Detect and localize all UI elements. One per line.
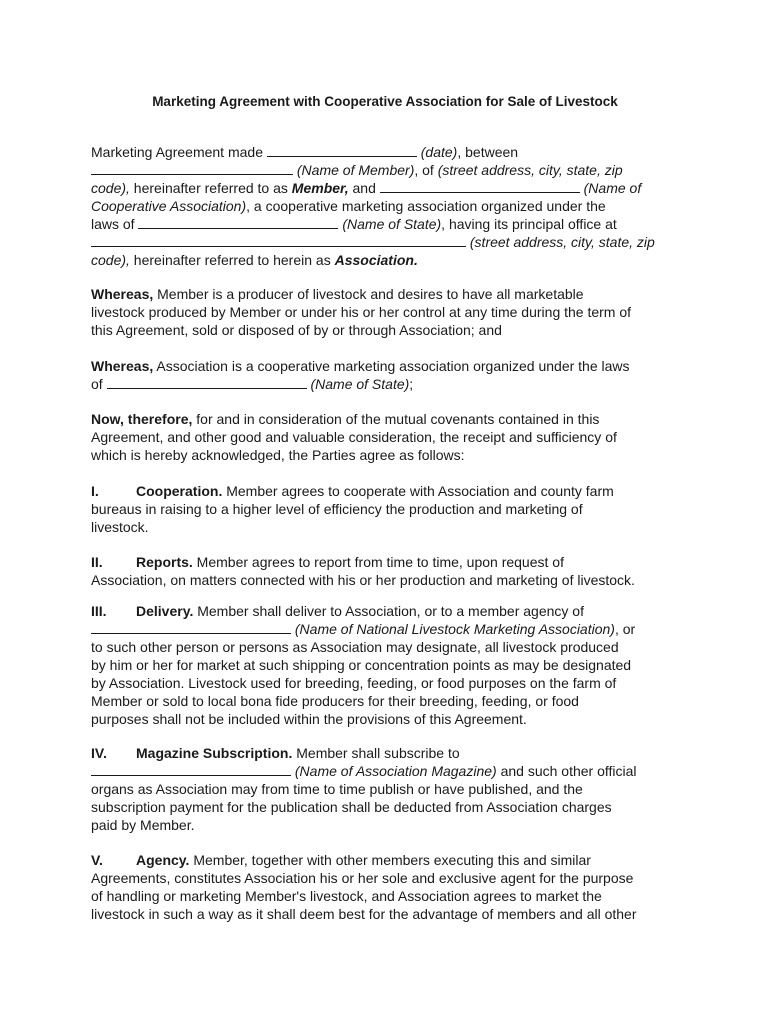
state-label: (Name of State) bbox=[338, 216, 442, 232]
text: Member shall deliver to Association, or to a member agency of bbox=[193, 603, 584, 619]
paragraph-line bbox=[91, 602, 691, 620]
paragraph-line bbox=[91, 762, 691, 780]
paragraph-line: purposes shall not be included within the provisions of this Agreement. bbox=[91, 711, 527, 727]
intro-line bbox=[91, 215, 691, 233]
paragraph-line: by Association. Livestock used for breeding, feeding, or food purposes on the farm of bbox=[91, 675, 617, 691]
text: , of bbox=[414, 162, 438, 178]
office-address-blank bbox=[91, 233, 466, 247]
intro-line bbox=[91, 143, 691, 161]
intro-line bbox=[91, 179, 691, 197]
section-reports bbox=[91, 553, 691, 589]
intro-paragraph bbox=[91, 143, 691, 269]
state-blank bbox=[138, 215, 338, 229]
text: hereinafter referred to as bbox=[129, 180, 292, 196]
state-label: (Name of State) bbox=[306, 376, 410, 392]
paragraph-line: organs as Association may from time to time publish or have published, and the bbox=[91, 781, 583, 797]
paragraph-line: paid by Member. bbox=[91, 817, 195, 833]
paragraph-line: bureaus in raising to a higher level of efficiency the production and marketing of bbox=[91, 501, 583, 517]
text: Member is a producer of livestock and desires to have all marketable bbox=[153, 286, 584, 302]
association-name-label: Cooperative Association) bbox=[91, 198, 247, 214]
member-name-label: (Name of Member) bbox=[293, 162, 415, 178]
paragraph-line: livestock in such a way as it shall deem best for the advantage of members and all other bbox=[91, 906, 637, 922]
section-heading: Delivery. bbox=[136, 603, 194, 619]
text: and bbox=[348, 180, 380, 196]
magazine-name-blank bbox=[91, 762, 291, 776]
text: ; bbox=[409, 376, 414, 392]
paragraph-line: Member or sold to local bona fide producers for their breeding, feeding, or food bbox=[91, 693, 579, 709]
whereas-label: Whereas, bbox=[91, 286, 154, 302]
marketing-association-blank bbox=[91, 620, 291, 634]
address-label: (street address, city, state, zip bbox=[437, 162, 623, 178]
text: laws of bbox=[91, 216, 139, 232]
section-cooperation bbox=[91, 482, 691, 536]
address-label: code), bbox=[91, 180, 130, 196]
paragraph-line bbox=[91, 285, 691, 303]
paragraph-line: which is hereby acknowledged, the Parties agree as follows: bbox=[91, 447, 465, 463]
paragraph-line: livestock produced by Member or under his or her control at any time during the term of bbox=[91, 304, 632, 320]
paragraph-line bbox=[91, 357, 691, 375]
document-title: Marketing Agreement with Cooperative Association for Sale of Livestock bbox=[152, 94, 618, 109]
paragraph-line bbox=[91, 553, 691, 571]
text: for and in consideration of the mutual covenants contained in this bbox=[192, 411, 600, 427]
section-number: I. bbox=[91, 483, 99, 499]
text: hereinafter referred to herein as bbox=[129, 252, 335, 268]
paragraph-line bbox=[91, 620, 691, 638]
paragraph-line bbox=[91, 851, 691, 869]
address-label: (street address, city, state, zip bbox=[466, 234, 655, 250]
section-number: III. bbox=[91, 603, 107, 619]
member-name-blank bbox=[91, 161, 293, 175]
text: Member, together with other members executing this and similar bbox=[189, 852, 591, 868]
paragraph-line bbox=[91, 744, 691, 762]
whereas-paragraph-2 bbox=[91, 357, 691, 393]
paragraph-line: by him or her for market at such shipping or concentration points as may be designated bbox=[91, 657, 632, 673]
now-therefore-paragraph bbox=[91, 410, 691, 464]
section-number: II. bbox=[91, 554, 103, 570]
intro-line bbox=[91, 197, 691, 215]
address-label: code), bbox=[91, 252, 130, 268]
date-blank bbox=[267, 143, 417, 157]
state-blank bbox=[107, 375, 307, 389]
paragraph-line: Agreements, constitutes Association his or her sole and exclusive agent for the purpose bbox=[91, 870, 634, 886]
text: , between bbox=[457, 144, 519, 160]
paragraph-line: Agreement, and other good and valuable consideration, the receipt and sufficiency of bbox=[91, 429, 617, 445]
paragraph-line: Association, on matters connected with his or her production and marketing of livestock. bbox=[91, 572, 635, 588]
section-delivery bbox=[91, 602, 691, 728]
section-heading: Magazine Subscription. bbox=[136, 745, 293, 761]
text: , a cooperative marketing association organized under the bbox=[246, 198, 606, 214]
section-number: V. bbox=[91, 852, 103, 868]
association-name-blank bbox=[380, 179, 580, 193]
paragraph-line bbox=[91, 410, 691, 428]
section-magazine-subscription bbox=[91, 744, 691, 834]
text: of bbox=[91, 376, 107, 392]
paragraph-line: of handling or marketing Member's livestock, and Association agrees to market the bbox=[91, 888, 602, 904]
section-heading: Reports. bbox=[136, 554, 193, 570]
section-agency bbox=[91, 851, 691, 923]
paragraph-line: to such other person or persons as Association may designate, all livestock produced bbox=[91, 639, 619, 655]
intro-line bbox=[91, 233, 691, 251]
paragraph-line: this Agreement, sold or disposed of by or through Association; and bbox=[91, 322, 502, 338]
member-term: Member, bbox=[291, 180, 349, 196]
paragraph-line bbox=[91, 482, 691, 500]
paragraph-line bbox=[91, 375, 691, 393]
now-therefore-label: Now, therefore, bbox=[91, 411, 193, 427]
section-heading: Cooperation. bbox=[136, 483, 223, 499]
text: Member agrees to report from time to time, upon request of bbox=[192, 554, 564, 570]
text: Member agrees to cooperate with Association and county farm bbox=[222, 483, 614, 499]
section-heading: Agency. bbox=[136, 852, 190, 868]
text: Member shall subscribe to bbox=[292, 745, 460, 761]
association-name-label: (Name of bbox=[579, 180, 642, 196]
text: , or bbox=[614, 621, 636, 637]
paragraph-line: livestock. bbox=[91, 519, 149, 535]
magazine-name-label: (Name of Association Magazine) bbox=[291, 763, 497, 779]
section-number: IV. bbox=[91, 745, 107, 761]
text: and such other official bbox=[496, 763, 637, 779]
date-label: (date) bbox=[416, 144, 458, 160]
association-term: Association. bbox=[334, 252, 418, 268]
text: Marketing Agreement made bbox=[91, 144, 267, 160]
marketing-association-label: (Name of National Livestock Marketing Association) bbox=[291, 621, 615, 637]
intro-line bbox=[91, 161, 691, 179]
intro-line bbox=[91, 251, 691, 269]
text: , having its principal office at bbox=[441, 216, 617, 232]
whereas-label: Whereas, bbox=[91, 358, 154, 374]
text: Association is a cooperative marketing association organized under the laws bbox=[153, 358, 630, 374]
paragraph-line: subscription payment for the publication shall be deducted from Association charges bbox=[91, 799, 612, 815]
whereas-paragraph-1 bbox=[91, 285, 691, 339]
